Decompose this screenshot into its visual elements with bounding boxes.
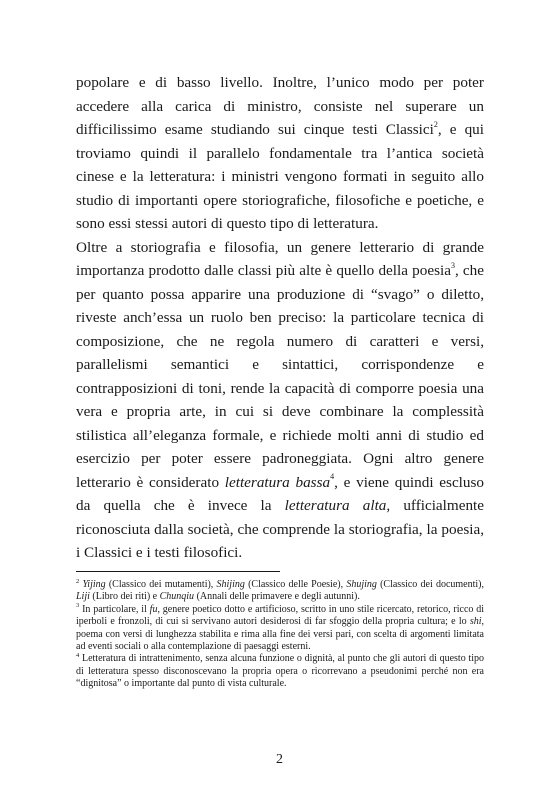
paragraph-2-text-a: Oltre a storiografia e filosofia, un genere letterario di grande importanza prodotto dalle classi più alte è quello della poesia — [76, 238, 484, 279]
footnote-3 — [76, 604, 484, 654]
body-text — [76, 71, 484, 565]
footnote-ref-4[interactable]: 4 — [330, 472, 335, 482]
term-letteratura-bassa: letteratura bassa — [224, 473, 331, 491]
footnote-4-text-1: Letteratura di intrattenimento, senza alcuna funzione o dignità, al punto che gli autori di questo tipo di letteratura spesso disconoscevano la propria opera o ricorrevano a pseudonimi perché non era “dignitosa” o importante dal punto di vista culturale. — [76, 653, 484, 690]
paragraph-1 — [76, 71, 484, 236]
footnote-3-text-1: In particolare, il — [79, 603, 150, 615]
footnote-2-text-5: (Annali delle primavere e degli autunni). — [194, 591, 360, 603]
footnote-3-text-2: , genere poetico dotto e artificioso, scritto in uno stile ricercato, retorico, ricco di iperboli e fronzoli, di cui si servivano autori desiderosi di far sfoggio della propria cultura; e lo — [76, 603, 484, 628]
footnote-2-text-2: (Classico delle Poesie), — [244, 579, 347, 590]
paragraph-2-text-d: , ufficialmente riconosciuta dalla società, che comprende la storiografia, la poesia, i Classici e i testi filosofici. — [76, 497, 485, 561]
footnote-4-number: 4 — [76, 652, 80, 660]
paragraph-2-text-b: , che per quanto possa apparire una produzione di “svago” o diletto, riveste anch’essa un ruolo ben preciso: la particolare tecnica di composizione, che ne regola numero di caratteri e versi, parallelismi semantici e sintattici, corrispondenze e contrapposizioni di toni, rende la capacità di comporre poesia una vera e propria arte, in cui si deve combinare la complessità stilistica all’eleganza formale, e richiede molti anni di studio ed esercizio per poter essere padroneggiata. Ogni altro genere letterario è considerato — [76, 262, 484, 491]
footnote-3-number: 3 — [76, 602, 80, 610]
footnote-2-text-3: (Classico dei documenti), — [376, 579, 484, 590]
footnote-2-text-1: (Classico dei mutamenti), — [105, 579, 217, 590]
footnote-3-term-1: fu — [149, 603, 158, 615]
footnote-3-term-2: shi — [469, 616, 482, 628]
footnote-2-term-5: Chunqiu — [159, 591, 195, 603]
paragraph-2 — [76, 236, 484, 565]
footnote-4 — [76, 653, 484, 690]
paragraph-2-text-c: , e viene quindi escluso da quella che è invece la — [76, 473, 484, 514]
footnote-divider — [76, 571, 280, 572]
footnote-2 — [76, 579, 484, 604]
footnote-3-text-3: , poema con versi di lunghezza stabilita e rima alla fine dei versi pari, con scelta di argomenti limitata ad eventi sociali o alla contemplazione di paesaggi esterni. — [76, 616, 484, 653]
footnote-2-term-1: Yijing — [82, 579, 106, 590]
paragraph-1-text-b: , e qui troviamo quindi il parallelo fondamentale tra l’antica società cinese e la letteratura: i ministri vengono formati in seguito allo studio di importanti opere storiografiche, filosofiche e poetiche, e sono essi stessi autori di questo tipo di letteratura. — [76, 121, 484, 232]
footnote-2-term-2: Shijing — [216, 579, 245, 590]
footnote-ref-2[interactable]: 2 — [433, 119, 438, 129]
page-number: 2 — [276, 752, 283, 767]
footnote-2-term-4: Liji — [76, 591, 90, 603]
paragraph-1-text-a: popolare e di basso livello. Inoltre, l’unico modo per poter accedere alla carica di ministro, consiste nel superare un difficilissimo esame studiando sui cinque testi Classici — [76, 74, 484, 138]
footnote-2-number: 2 — [76, 577, 80, 585]
term-letteratura-alta: letteratura alta — [284, 497, 387, 514]
footnotes — [76, 579, 484, 691]
footnote-2-text-4: (Libro dei riti) e — [89, 591, 160, 603]
footnote-ref-3[interactable]: 3 — [450, 260, 455, 270]
footnote-2-term-3: Shujing — [346, 579, 377, 590]
